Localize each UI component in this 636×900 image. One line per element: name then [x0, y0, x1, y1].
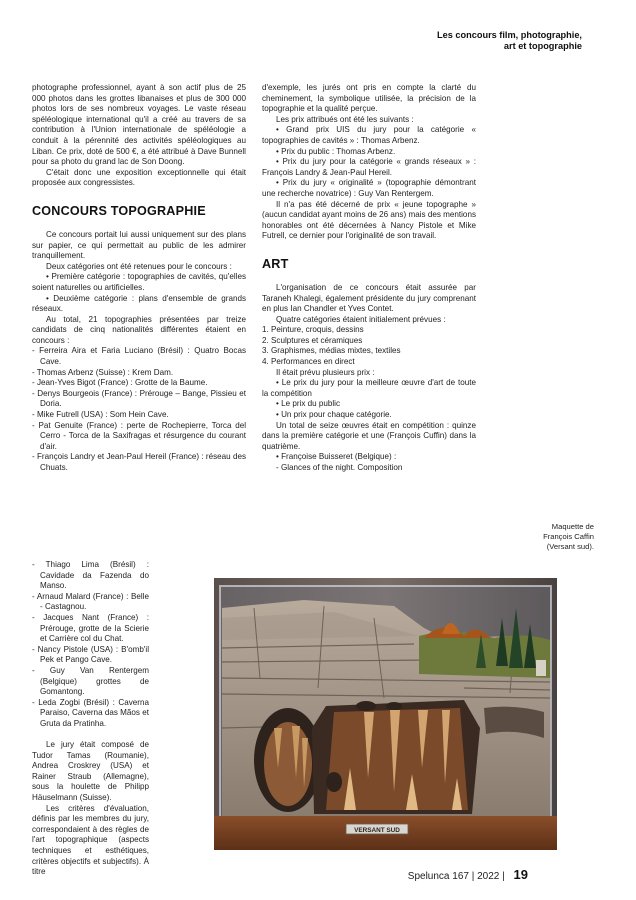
art-paragraph-3: Il était prévu plusieurs prix :	[276, 367, 375, 377]
entry-item: - Leda Zogbi (Brésil) : Caverna Paraiso, Caverna das Mãos et Gruta da Pratinha.	[32, 697, 149, 728]
entry-item: - Nancy Pistole (USA) : B'omb'il Pek et Pango Cave.	[32, 644, 149, 665]
art-category: 2. Sculptures et céramiques	[262, 335, 363, 345]
header-line-2: art et topographie	[503, 41, 582, 51]
entry-item: - Mike Futrell (USA) : Som Hein Cave.	[32, 410, 169, 420]
photo-caption	[494, 522, 594, 551]
entry-item: - Jacques Nant (France) : Prérouge, grotte de la Scierie et Carrière col du Chat.	[32, 612, 149, 644]
section-heading-art: ART	[262, 256, 289, 271]
topo-paragraph-1: Ce concours portait lui aussi uniquement sur des plans sur papier, ce qui permettait au public de les admirer tranquillement.	[32, 229, 246, 261]
art-paragraph-2: Quatre catégories étaient initialement prévues :	[276, 314, 446, 324]
caption-line: Maquette de	[551, 522, 594, 531]
prize-item: • Prix du jury « originalité » (topographie démontrant une recherche novatrice) : Guy Van Rentergem.	[262, 178, 476, 198]
art-category: 4. Performances en direct	[262, 357, 355, 367]
entry-item: - Jean-Yves Bigot (France) : Grotte de la Baume.	[32, 378, 208, 388]
category-item: • Première catégorie : topographies de cavités, qu'elles soient naturelles ou artificielles.	[32, 272, 246, 292]
cave-model-photo	[214, 578, 557, 850]
footer-publication: Spelunca 167 | 2022 |	[407, 871, 505, 882]
caption-line: (Versant sud).	[546, 541, 594, 551]
entry-item: - Guy Van Rentergem (Belgique) grottes de Gomantong.	[32, 665, 149, 697]
winner-work: - Glances of the night. Composition	[276, 463, 403, 472]
art-category: 1. Peinture, croquis, dessins	[262, 325, 364, 335]
running-header	[322, 30, 582, 52]
prize-item: • Prix du public : Thomas Arbenz.	[276, 146, 396, 156]
topo-paragraph-3: Au total, 21 topographies présentées par treize candidats de cinq nationalités différentes étaient en concours :	[32, 314, 246, 345]
honorable-mentions: Il n'a pas été décerné de prix « jeune topographe » (aucun candidat ayant moins de 26 ans) mais des mentions honorables ont été décernées à Nancy Pistole et Mike Futrell, ce dernier pour l'originalité de son travail.	[262, 199, 476, 241]
column-left-narrow	[32, 560, 149, 878]
entry-item: - Denys Bourgeois (France) : Prérouge – Bange, Pissieu et Doria.	[32, 388, 246, 409]
art-prize: • Le prix du jury pour la meilleure œuvre d'art de toute la compétition	[262, 378, 476, 398]
column-right	[262, 83, 476, 474]
art-category: 3. Graphismes, médias mixtes, textiles	[262, 346, 401, 356]
criteria-continued: d'exemple, les jurés ont pris en compte la clarté du cheminement, la symbolique utilisée, la précision de la topographie et la qualité perçue.	[262, 83, 476, 114]
page-number: 19	[513, 867, 528, 882]
entry-item: - Thiago Lima (Brésil) : Cavidade da Fazenda do Manso.	[32, 560, 149, 591]
prize-item: • Grand prix UIS du jury pour la catégorie « topographies de cavités » : Thomas Arbenz.	[262, 125, 476, 145]
caption-line: François Caffin	[543, 531, 594, 541]
expo-paragraph: C'était donc une exposition exceptionnelle qui était proposée aux congressistes.	[32, 167, 246, 188]
entry-item: - François Landry et Jean-Paul Hereil (France) : réseau des Chuats.	[32, 452, 246, 472]
column-left	[32, 83, 246, 474]
prizes-intro: Les prix attribués ont été les suivants :	[276, 114, 414, 124]
entry-item: - Ferreira Aira et Faria Luciano (Brésil) : Quatro Bocas Cave.	[32, 346, 246, 367]
category-item: • Deuxième catégorie : plans d'ensemble de grands réseaux.	[32, 293, 246, 314]
art-prize: • Le prix du public	[276, 399, 341, 409]
entry-item: - Arnaud Malard (France) : Belle - Castagnou.	[32, 591, 149, 612]
header-line-1: Les concours film, photographie,	[437, 30, 582, 40]
winner-line: • Françoise Buisseret (Belgique) :	[276, 452, 397, 462]
art-prize: • Un prix pour chaque catégorie.	[276, 410, 392, 420]
topo-paragraph-2: Deux catégories ont été retenues pour le concours :	[46, 261, 232, 271]
plaque-label: VERSANT SUD	[354, 827, 400, 834]
entry-item: - Pat Genuite (France) : perte de Rochepierre, Torca del Cerro - Torca de la Saxifragas et résurgence du courant d'air.	[32, 420, 246, 451]
intro-paragraph: photographe professionnel, ayant à son actif plus de 25 000 photos dans les grottes libanaises et plus de 300 000 photos lors de ses nombreux voyages. Le vaste réseau spéléologique international qu'il a créé au travers de sa contribution à l'Union internationale de spéléologie a conduit à la pérennité des activités spéléologiques au Liban. Ce prix, doté de 500 €, a été attribué à Dave Bunnell pour sa photo du grand lac de Son Doong.	[32, 83, 246, 167]
page-footer	[408, 867, 528, 882]
criteria-paragraph: Les critères d'évaluation, définis par les membres du jury, correspondaient à des règles de l'art topographique (aspects techniques et esthétiques, critères objectifs et subjectifs). À titre	[32, 803, 149, 877]
prize-item: • Prix du jury pour la catégorie « grands réseaux » : François Landry & Jean-Paul Hereil.	[262, 157, 476, 177]
entry-item: - Thomas Arbenz (Suisse) : Krem Dam.	[32, 367, 174, 377]
art-paragraph-1: L'organisation de ce concours était assurée par Taraneh Khalegi, également présidente du jury comprenant en plus Ian Chandler et Yves Contet.	[262, 282, 476, 314]
jury-paragraph: Le jury était composé de Tudor Tamas (Roumanie), Andrea Croskrey (USA) et Rainer Straub (Allemagne), sous la houlette de Philipp Häuselmann (Suisse).	[32, 740, 149, 803]
section-heading-topographie: CONCOURS TOPOGRAPHIE	[32, 203, 206, 218]
art-paragraph-4: Un total de seize œuvres était en compétition : quinze dans la première catégorie et une (François Cuffin) dans la quatrième.	[262, 420, 476, 451]
